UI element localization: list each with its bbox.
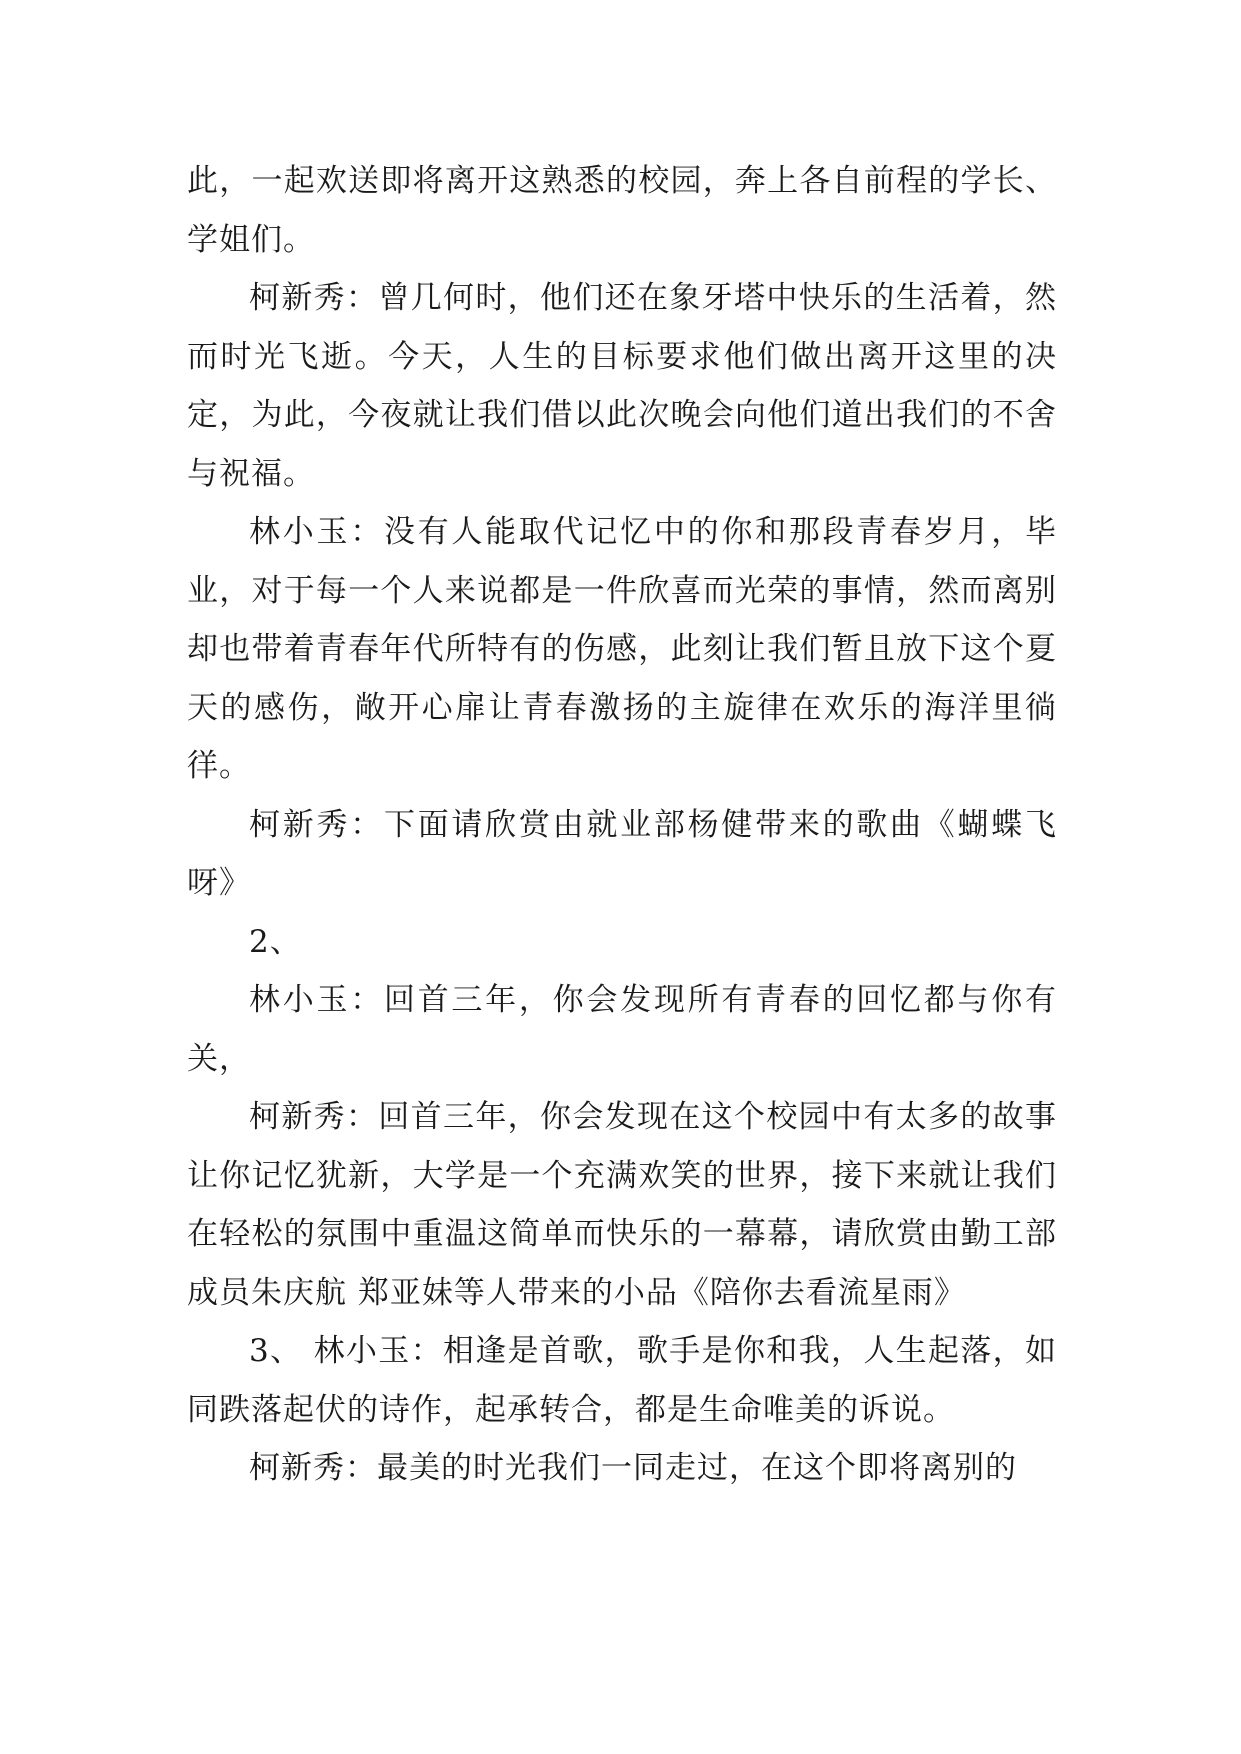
paragraph-6: 林小玉：回首三年，你会发现所有青春的回忆都与你有关， — [187, 982, 1057, 1077]
paragraph-7: 柯新秀：回首三年，你会发现在这个校园中有太多的故事让你记忆犹新，大学是一个充满欢笑的世界，接下来就让我们在轻松的氛围中重温这简单而快乐的一幕幕，请欣赏由勤工部成员朱庆航 郑亚妹等人带来的小品《陪你去看流星雨》 — [187, 1099, 1057, 1311]
paragraph-3: 林小玉：没有人能取代记忆中的你和那段青春岁月，毕业，对于每一个人来说都是一件欣喜而光荣的事情，然而离别却也带着青春年代所特有的伤感，此刻让我们暂且放下这个夏天的感伤，敞开心扉让青春激扬的主旋律在欢乐的海洋里徜徉。 — [187, 514, 1057, 784]
paragraph-9: 柯新秀：最美的时光我们一同走过，在这个即将离别的 — [249, 1450, 1017, 1486]
paragraph-2: 柯新秀：曾几何时，他们还在象牙塔中快乐的生活着，然而时光飞逝。今天，人生的目标要求他们做出离开这里的决定，为此，今夜就让我们借以此次晚会向他们道出我们的不舍与祝福。 — [187, 280, 1057, 492]
paragraph-4: 柯新秀：下面请欣赏由就业部杨健带来的歌曲《蝴蝶飞呀》 — [187, 806, 1057, 901]
paragraph-5: 2、 — [249, 923, 302, 960]
document-body — [187, 152, 1057, 1498]
paragraph-1: 此，一起欢送即将离开这熟悉的校园，奔上各自前程的学长、学姐们。 — [187, 163, 1057, 258]
paragraph-8: 3、 林小玉：相逢是首歌，歌手是你和我，人生起落，如同跌落起伏的诗作，起承转合，都是生命唯美的诉说。 — [187, 1333, 1057, 1428]
